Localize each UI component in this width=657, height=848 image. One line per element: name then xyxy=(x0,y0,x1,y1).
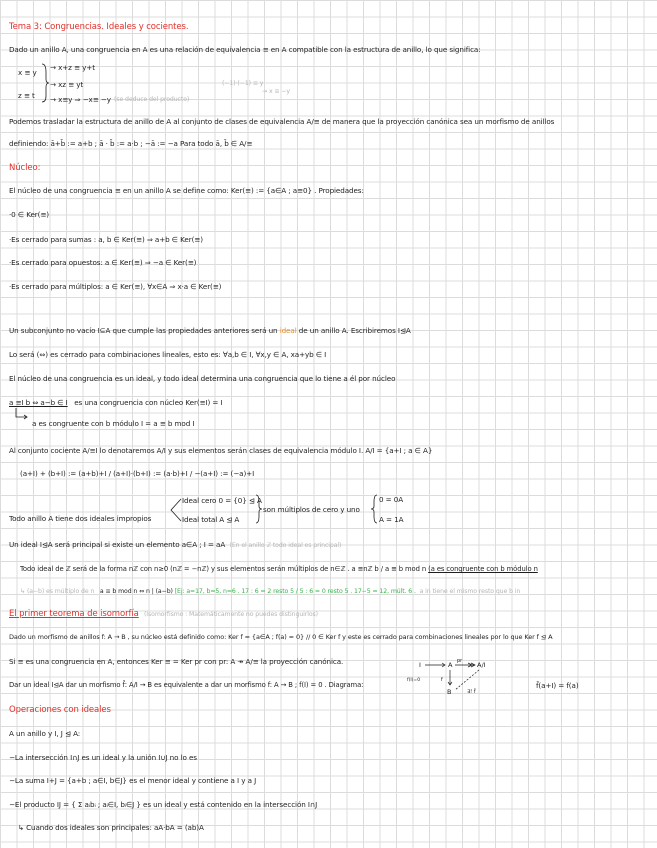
ideals-of-Z: Todo ideal de ℤ será de la forma nℤ con n≥0 (nℤ = −nℤ) y sus elementos serán múltiplos de n∈ℤ . a ≡nℤ b / a ≡ b mod n (a es congruente con b módulo n xyxy=(20,565,538,573)
isomorphism-theorem-heading: El primer teorema de isomorfía (Isomorfismo : Matemáticamente no puedes distinguirlos) xyxy=(9,609,318,619)
ideal-linear-combinations: Lo será (⇔) es cerrado para combinaciones lineales, esto es: ∀a,b ∈ I, ∀x,y ∈ A, xa+yb ∈ I xyxy=(9,350,327,359)
intro-text: Dado un anillo A, una congruencia en A es una relación de equivalencia ≡ en A compatible con la estructura de anillo, lo que significa: xyxy=(9,45,481,54)
diagram-pr: pr xyxy=(457,658,463,664)
hook-arrow xyxy=(14,408,30,422)
kernel-property-sums: ·Es cerrado para sumas : a, b ∈ Ker(≡) ⇒ a+b ∈ Ker(≡) xyxy=(9,235,203,244)
result-opposite: → x≡y ⇒ −x≡ −y xyxy=(50,95,111,104)
improper-branch xyxy=(170,497,182,523)
opposite-aside: (−1)·(−1) ≡ y xyxy=(222,80,264,87)
kernel-property-opposites: ·Es cerrado para opuestos: a ∈ Ker(≡) ⇒ −a ∈ Ker(≡) xyxy=(9,258,197,267)
ideal-product: −El producto IJ = { Σ aᵢbᵢ ; aᵢ∈I, bᵢ∈J } es un ideal y está contenido en la intersección I∩J xyxy=(9,800,318,809)
diagram-B: B xyxy=(447,688,452,696)
hyp-x-y: x ≡ y xyxy=(18,68,37,77)
improper-brace xyxy=(255,494,263,524)
congruent-modulo-text: a es congruente con b módulo I = a ≡ b mod I xyxy=(32,419,195,428)
diagram-condition: f(I)=0 xyxy=(407,678,421,683)
isomorphism-diagram xyxy=(407,657,525,699)
result-sum: → x+z ≡ y+t xyxy=(50,63,95,72)
principal-note: (En el anillo ℤ todo ideal es principal) xyxy=(229,542,342,549)
isomorphism-note: (Isomorfismo : Matemáticamente no puedes distinguirlos) xyxy=(143,611,318,618)
operations-heading: Operaciones con ideales xyxy=(9,705,111,715)
improper-brace-right xyxy=(370,494,378,524)
ideal-definition: Un subconjunto no vacío I⊆A que cumple las propiedades anteriores será un ideal de un anillo A. Escribiremos I⊴A xyxy=(9,326,411,335)
multiples-of-zero-one: son múltiplos de cero y uno xyxy=(263,505,360,514)
kernel-property-zero: ·0 ∈ Ker(≡) xyxy=(9,210,49,219)
total-ideal: Ideal total A ⊴ A xyxy=(182,515,240,524)
transfer-text: Podemos trasladar la estructura de anillo de A al conjunto de clases de equivalencia A/≡ de manera que la proyección canónica sea un morfismo de anillos xyxy=(9,117,555,126)
kernel-ideal-relation: El núcleo de una congruencia es un ideal, y todo ideal determina una congruencia que lo tiene a él por núcleo xyxy=(9,374,396,383)
ideal-sum: −La suma I+J = {a+b ; a∈I, b∈J} es el menor ideal y contiene a I y a J xyxy=(9,776,257,785)
congruence-kernel-projection: Si ≡ es una congruencia en A, entonces Ker ≡ = Ker pr con pr: A ↠ A/≡ la proyección canónica. xyxy=(9,657,344,666)
principal-ideal: Un ideal I⊴A será principal si existe un elemento a∈A ; I = aA (En el anillo ℤ todo ideal es principal) xyxy=(9,540,342,549)
intersection-union: −La intersección I∩J es un ideal y la unión I∪J no lo es xyxy=(9,753,197,762)
diagram-A-over-I: A/I xyxy=(477,661,486,669)
nucleo-heading: Núcleo: xyxy=(9,163,41,173)
operations-lead: A un anillo y I, J ⊴ A: xyxy=(9,729,81,738)
quotient-operations: (a+I) + (b+I) := (a+b)+I / (a+I)·(b+I) := (a·b)+I / −(a+I) := (−a)+I xyxy=(20,469,255,478)
ideal-congruence: a ≡I b ⇔ a−b ∈ I es una congruencia con núcleo Ker(≡I) = I xyxy=(9,398,223,407)
induced-morphism: Dar un ideal I⊴A dar un morfismo f̄: A/I → B es equivalente a dar un morfismo f: A → B ; f(I) = 0 . Diagrama: xyxy=(9,681,364,689)
diagram-fbar: ∃! f̄ xyxy=(467,689,476,695)
opposite-note: (se deduce del producto) xyxy=(114,96,190,103)
quotient-definition: Al conjunto cociente A/≡I lo denotaremos A/I y sus elementos serán clases de equivalencia módulo I. A/I = {a+I ; a ∈ A} xyxy=(9,446,433,455)
A-equals-1A: A = 1A xyxy=(379,515,404,524)
induced-morphism-formula: f̄(a+I) = f(a) xyxy=(536,681,579,690)
hyp-z-t: z ≡ t xyxy=(18,91,35,100)
principal-product: ↳ Cuando dos ideales son principales: aA·bA = (ab)A xyxy=(18,823,204,832)
kernel-definition: El núcleo de una congruencia ≡ en un anillo A se define como: Ker(≡) := {a∈A ; a≡0} . Propiedades: xyxy=(9,186,364,195)
zero-ideal: Ideal cero 0 = {0} ⊴ A xyxy=(182,496,262,505)
diagram-f: f xyxy=(441,677,443,683)
page-title: Tema 3: Congruencias. Ideales y cocientes. xyxy=(9,22,189,32)
morphism-kernel: Dado un morfismo de anillos f: A → B , su núcleo está definido como: Ker f = {a∈A ; f(a) = 0} // 0 ∈ Ker f y este es cerrado para combinaciones lineales por lo que Ker f ⊴ A xyxy=(9,633,553,641)
improper-ideals-lead: Todo anillo A tiene dos ideales impropios xyxy=(9,514,152,523)
kernel-property-multiples: ·Es cerrado para múltiplos: a ∈ Ker(≡), ∀x∈A ⇒ x·a ∈ Ker(≡) xyxy=(9,282,222,291)
example-text: [Ej: a=17, b=5, n=6 . 17 : 6 = 2 resto 5 / 5 : 6 = 0 resto 5 . 17−5 = 12, múlt. 6 . xyxy=(174,588,416,595)
congruence-example-line: ↳ (a−b) es múltiplo de n a ≡ b mod n ⇔ n | (a−b) [Ej: a=17, b=5, n=6 . 17 : 6 = 2 resto 5 / 5 : 6 = 0 resto 5 . 17−5 = 12, múlt. 6 . a in tiene el mismo resto que b in xyxy=(20,588,521,595)
opposite-aside-result: → x ≡ −y xyxy=(262,88,290,95)
diagram-A: A xyxy=(448,661,453,669)
diagram-I: I xyxy=(419,661,421,669)
ideal-keyword: ideal xyxy=(279,326,297,335)
zero-equals-0A: 0 = 0A xyxy=(379,495,404,504)
compat-brace xyxy=(40,62,50,104)
result-product: → xz ≡ yt xyxy=(50,80,84,89)
operations-definition: definiendo: ā+b̄ := a+b ; ā · b̄ := a·b ; −ā := −a Para todo ā, b̄ ∈ A/≡ xyxy=(9,139,253,148)
